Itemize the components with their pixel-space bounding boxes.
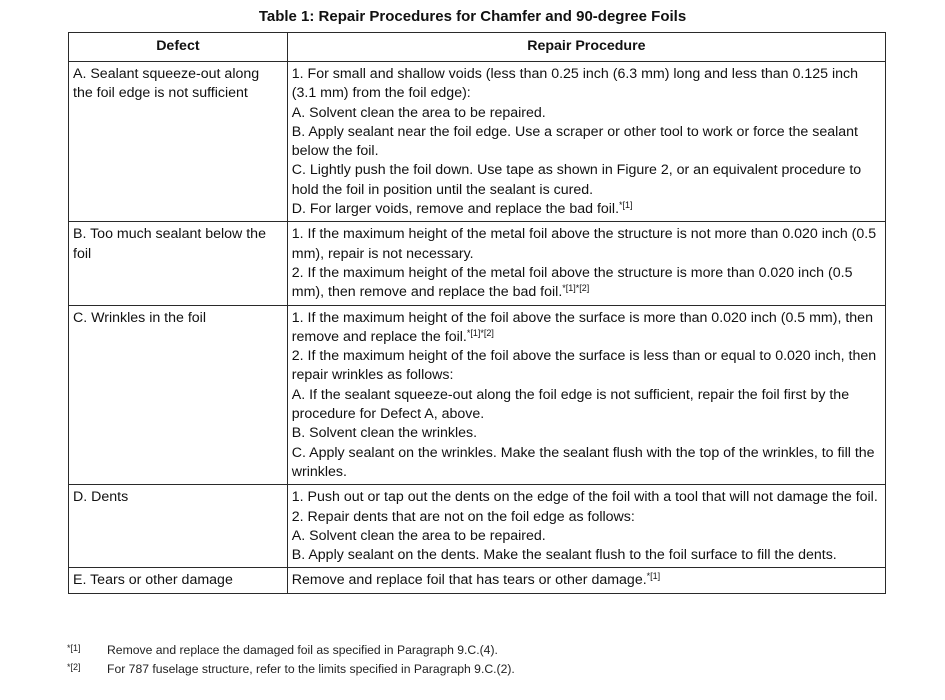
footnote-reference: *[1]*[2] (466, 327, 494, 338)
procedure-line: C. Apply sealant on the wrinkles. Make the sealant flush with the top of the wrinkles, to fill the wrinkles. (291, 444, 875, 480)
defect-cell: C. Wrinkles in the foil (69, 305, 288, 485)
procedure-line: A. Solvent clean the area to be repaired. (291, 527, 546, 544)
procedure-line: 1. If the maximum height of the metal foil above the structure is not more than 0.020 inch (0.5 mm), repair is not necessary. (291, 226, 877, 262)
footnote-text: For 787 fuselage structure, refer to the limits specified in Paragraph 9.C.(2). (107, 662, 515, 676)
table-header-row (69, 33, 886, 62)
procedure-line: B. Apply sealant near the foil edge. Use a scraper or other tool to work or force the sealant below the foil. (291, 123, 859, 160)
defect-cell: A. Sealant squeeze-out along the foil edge is not sufficient (69, 62, 288, 222)
defect-cell: E. Tears or other damage (69, 568, 288, 593)
footnote-reference: *[1]*[2] (562, 283, 590, 294)
repair-procedures-table (68, 32, 886, 594)
procedure-line: B. Solvent clean the wrinkles. (291, 425, 478, 442)
procedure-line: 1. If the maximum height of the foil above the surface is more than 0.020 inch (0.5 mm), then remove and replace the foil.$^{*[1]*[2]}$ (291, 309, 873, 345)
defect-cell: D. Dents (69, 485, 288, 568)
header-repair-procedure: Repair Procedure (287, 33, 885, 62)
procedure-line: Remove and replace foil that has tears or other damage.$^{*[1]}$ (291, 571, 661, 589)
procedure-line: 2. Repair dents that are not on the foil edge as follows: (291, 508, 635, 525)
table-row (69, 305, 886, 485)
procedure-cell (287, 222, 885, 305)
table-row (69, 222, 886, 305)
procedure-line: A. If the sealant squeeze-out along the foil edge is not sufficient, repair the foil first by the procedure for Defect A, above. (291, 386, 850, 423)
procedure-line: D. For larger voids, remove and replace the bad foil.$^{*[1]}$ (291, 200, 633, 218)
footnote-1 (67, 643, 498, 657)
table-row (69, 568, 886, 593)
footnote-reference: *[1] (619, 200, 633, 211)
procedure-line: B. Apply sealant on the dents. Make the sealant flush to the foil surface to fill the dents. (291, 547, 837, 564)
procedure-cell (287, 305, 885, 485)
procedure-cell (287, 62, 885, 222)
footnote-mark: *[2] (67, 662, 81, 672)
procedure-cell (287, 485, 885, 568)
procedure-line: 2. If the maximum height of the foil above the surface is less than or equal to 0.020 inch, then repair wrinkles as follows: (291, 348, 877, 384)
table-row (69, 62, 886, 222)
procedure-line: 1. Push out or tap out the dents on the edge of the foil with a tool that will not damage the foil. (291, 489, 878, 506)
footnote-reference: *[1] (646, 571, 661, 582)
procedure-line: 2. If the maximum height of the metal foil above the structure is more than 0.020 inch (0.5 mm), then remove and replace the bad foil.$^{*[1]*[2]}$ (291, 264, 853, 301)
table-caption: Table 1: Repair Procedures for Chamfer and 90-degree Foils (258, 8, 687, 25)
table-row (69, 485, 886, 568)
header-defect: Defect (69, 33, 288, 62)
procedure-line: C. Lightly push the foil down. Use tape as shown in Figure 2, or an equivalent procedure to hold the foil in position until the sealant is cured. (291, 162, 862, 198)
footnote-2 (67, 662, 515, 676)
footnote-text: Remove and replace the damaged foil as specified in Paragraph 9.C.(4). (107, 643, 498, 657)
defect-cell: B. Too much sealant below the foil (69, 222, 288, 305)
procedure-line: A. Solvent clean the area to be repaired. (291, 104, 546, 121)
footnote-mark: *[1] (67, 643, 81, 653)
procedure-line: 1. For small and shallow voids (less than 0.25 inch (6.3 mm) long and less than 0.125 inch (3.1 mm) from the foil edge): (291, 66, 858, 102)
procedure-cell (287, 568, 885, 593)
